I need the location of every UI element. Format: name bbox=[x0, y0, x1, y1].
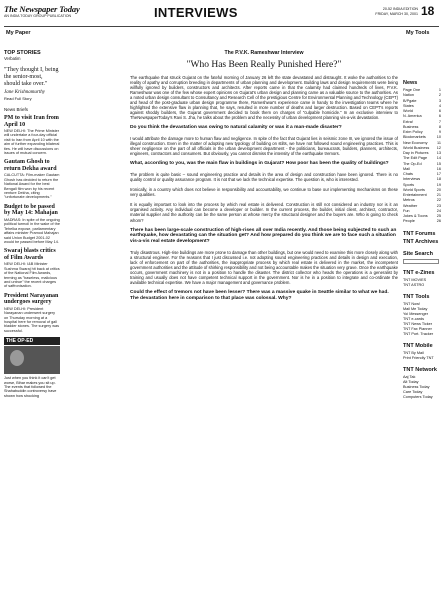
index-page: 9 bbox=[438, 130, 441, 134]
right-sidebar bbox=[403, 80, 441, 598]
tnt-archives-link[interactable]: TNT Archives bbox=[403, 238, 439, 245]
ezines-list bbox=[403, 278, 441, 288]
tool-link[interactable]: TNT e-cards bbox=[403, 316, 425, 321]
news-brief bbox=[4, 204, 60, 244]
section-title: INTERVIEWS bbox=[154, 5, 238, 20]
article-paragraph: I would attribute the damage more to human flaw and negligence. In spite of the fact that Gujarat lies in seismic zone III, we ignored the issue of illegal construction. Even in the matter of adopting new typology of building on stilts, we have not followed sound engineering practices. This is sheer negligence on the part of all officials in the urban development department - the politicians, bureaucrats, builders, planners, architects, engineers, contractors and consumers. But obviously, you cannot dismiss the intensity of the earthquake tremors. bbox=[130, 136, 398, 157]
index-label: Exim Policy bbox=[403, 130, 423, 134]
edition-info bbox=[340, 7, 418, 17]
interview-question: There has been large-scale construction of high-rises all over India recently. And those being subjected to such an earthquake, how devastating can the situation get? And how prepared do you think we are to face such a situation vis-a-vis real estate development? bbox=[130, 227, 397, 245]
index-label: Entertainment bbox=[403, 193, 427, 197]
tool-link[interactable]: TNT News Ticker bbox=[403, 321, 433, 326]
index-page: 12 bbox=[436, 145, 441, 150]
index-page: 11 bbox=[437, 140, 441, 145]
index-label: States bbox=[403, 103, 414, 108]
oped-box bbox=[4, 337, 60, 398]
brief-body: NEW DELHI: The Prime Minister will undertake a four-day official visit to Iran from April 10 with the aim of further expanding bilateral ties. He will have discussions on issues of mutual concern. bbox=[4, 129, 60, 156]
portrait-icon bbox=[10, 350, 24, 366]
index-page: 21 bbox=[436, 193, 441, 197]
tnt-forums-link[interactable]: TNT Forums bbox=[403, 230, 436, 237]
index-label: The Edit Page bbox=[403, 156, 428, 161]
index-page: 8 bbox=[438, 124, 441, 129]
quote-author: Jane Krishnamurthy bbox=[4, 90, 45, 95]
index-page: 23 bbox=[436, 203, 441, 208]
index-page: 7 bbox=[438, 119, 441, 124]
index-label: Metros bbox=[403, 198, 415, 203]
article bbox=[130, 50, 398, 598]
brief-headline[interactable]: Budget to be passed by May 14: Mahajan bbox=[4, 203, 58, 217]
news-brief bbox=[4, 248, 60, 288]
mobile-link[interactable]: Print Friendly TNT bbox=[403, 355, 434, 360]
index-label: World bbox=[403, 109, 413, 113]
ezine-link[interactable]: TNT MOVIES bbox=[403, 277, 427, 282]
index-page: 3 bbox=[438, 98, 441, 103]
tool-link[interactable]: TNT Now! bbox=[403, 301, 421, 306]
index-page: 14 bbox=[436, 156, 441, 161]
date-line: FRIDAY, MARCH 30, 2001 bbox=[375, 12, 418, 16]
article-paragraph: The earthquake that struck Gujarat on the fateful morning of January 26 left the state devastated and distraught. It woke the authorities to the reality of apathy and corruption breeding in departments of urban planning and development. Building laws and design requirements were being willfully ignored by builders, constructors and architects. After reports came in that the calamity had claimed hundreds of lives, P.V.K. Rameshwar was one of the few whose expert opinions on Gujarat's urban design and planning came as a valuable source to the authorities. As a noted urban design consultant to Consultancy and Research Cell of the prestigious Centre for Environmental Planning and Technology (CEPT) and head of the post-graduate urban design programme there, Rameshwar's experience came in handy to the investigation teams where he highlighted the extensive flaw in planning that, he says, resulted in more number of deaths and larger destruction. Based on CEPT's reports against shoddy builders, the Gujarat government decided to book them on charges of "culpable homicide." In an exclusive interview to TheNewspaperToday's Ravi S. Jha, he talks about the problem and the necessity of urban development planning vis-a-vis devastation. bbox=[130, 75, 398, 121]
article-paragraph: Truly disastrous. High-rise buildings are more prone to damage than other buildings, but one would need to examine this more closely along with a structural engineer. For the reasons that I just discussed i.e. not adopting sound engineering practices and details in design and execution, lack of enforcement on part of the authorities, the inappropriate process by which real estate is delivered in the market, the incompetent government authorities and the attitude of shirking responsibility and not being accountable makes the situation very grave. Once the earthquake occurs, government machinery is not in a position to handle the disaster. The district collector who heads the operations is a generalist by training and usually does not have competent technical support in the government. Nor is he in a position to integrate and co-ordinate the available technical expertise. We have a major management and governance problem. bbox=[130, 249, 398, 286]
oped-teaser: Just when you think it can't get worse, Bihar makes you sit up. The events that followed the Shahabuddin controversy have shown how shocking bbox=[4, 376, 57, 398]
left-column bbox=[4, 50, 122, 598]
logo-subtitle: AN INDIA TODAY GROUP PUBLICATION bbox=[4, 14, 72, 18]
mobile-link[interactable]: TNT By Mail bbox=[403, 350, 424, 355]
brief-body: CALCUTTA: Film-maker Gautam Ghosh has decided to return the National Award for the best Bengali film won by his recent venture Dekha, citing "unfortunate developments." bbox=[4, 173, 60, 200]
tool-link[interactable]: TNT Fax Planner bbox=[403, 326, 432, 331]
tool-link[interactable]: Yoi Messenger bbox=[403, 311, 428, 316]
my-tools-link[interactable]: My Tools bbox=[406, 30, 430, 36]
brief-body: MADRAS: In spite of the ongoing political turmoil in the wake of the Tehelka expose, parliamentary affairs minister Pramod Mahajan said Union Budget 2001-02 would be passed before May 14. bbox=[4, 217, 60, 244]
index-page: 6 bbox=[438, 109, 441, 113]
index-label: World Business bbox=[403, 145, 430, 150]
interview-question: What, according to you, was the main flaw in buildings in Gujarat? How poor has been the quality of buildings? bbox=[130, 161, 389, 167]
index-item[interactable] bbox=[403, 219, 441, 224]
index-page: 4 bbox=[438, 103, 441, 108]
network-link[interactable]: Aaj Tak bbox=[403, 374, 416, 379]
index-page: 22 bbox=[436, 198, 441, 203]
news-index-heading: News bbox=[403, 80, 418, 86]
article-paragraph: It is equally important to look into the process by which real estate is delivered. Construction is still not considered an industry nor is it an organised activity. Any individual can become a developer or builder. In the current process, the builder, initial client, architect, contractor, material supplier and the authority can be the same person at whose mercy the structural designer and the buyers are. Who is going to check whom? bbox=[130, 202, 398, 223]
ezine-link[interactable]: TNT ASTRO bbox=[403, 282, 425, 287]
article-body bbox=[130, 75, 398, 302]
verbatim-quote: "They thought I, being the senior-most, should take over." bbox=[4, 67, 59, 87]
index-label: People bbox=[403, 219, 415, 224]
index-page: 19 bbox=[436, 182, 441, 187]
read-full-story-link[interactable]: Read Full Story bbox=[4, 96, 32, 101]
brief-headline[interactable]: Gautam Ghosh to return Dekha award bbox=[4, 159, 57, 172]
page-number: 18 bbox=[421, 4, 435, 18]
interview-question: Could the effect of tremors not have been lesser? There was a massive quake in Seattle similar to what we had. The devastation here in comparison to that place was colossal. Why? bbox=[130, 290, 389, 302]
index-page: 16 bbox=[436, 166, 441, 171]
index-page: 6 bbox=[438, 114, 441, 119]
tnt-mobile-heading: TNT Mobile bbox=[403, 342, 433, 349]
index-label: Mail bbox=[403, 166, 410, 171]
news-briefs-list bbox=[4, 115, 122, 333]
article-kicker: The P.V.K. Rameshwar Interview bbox=[224, 50, 304, 56]
index-label: The Op-Ed bbox=[403, 161, 422, 166]
index-page: 18 bbox=[436, 177, 441, 182]
brief-body: NEW DELHI: I&B Minister Sushma Swaraj hit back at critics of the National Film Awards, terming as "baseless, malicious and untrue" the recent charges of saffronisation. bbox=[4, 262, 60, 289]
top-stories-heading: TOP STORIES bbox=[4, 50, 41, 56]
index-label: Chats bbox=[403, 172, 413, 176]
index-label: N. America bbox=[403, 114, 422, 119]
tool-link[interactable]: Mail Me Today bbox=[403, 306, 428, 311]
verbatim-label: Verbatim bbox=[4, 56, 21, 61]
tools-list bbox=[403, 302, 441, 337]
network-link[interactable]: Business Today bbox=[403, 384, 430, 389]
network-link[interactable]: Alt Today bbox=[403, 379, 419, 384]
index-label: Blockmarkets bbox=[403, 135, 426, 140]
index-label: Sports bbox=[403, 182, 414, 187]
index-page: 10 bbox=[436, 135, 441, 140]
tnt-ezines-heading: TNT e-Zines bbox=[403, 269, 435, 276]
news-brief bbox=[4, 293, 60, 333]
index-page: 2 bbox=[438, 93, 441, 98]
interview-question: Do you think the devastation was owing to natural calamity or was it a man-made disaster? bbox=[130, 125, 342, 131]
article-paragraph: The problem is quite basic – sound engineering practice and details in the area of design and construction have been ignored. There is no quality control or quality assurance program. It is not that we lack the technical expertise. The question is, who is interested. bbox=[130, 172, 398, 183]
masthead-rule bbox=[4, 26, 439, 27]
oped-photo[interactable] bbox=[4, 346, 60, 374]
index-page: 15 bbox=[436, 161, 441, 166]
index-label: World Sports bbox=[403, 187, 425, 192]
index-label: Nation bbox=[403, 93, 414, 98]
news-brief bbox=[4, 159, 60, 199]
index-label: Page One bbox=[403, 88, 421, 92]
article-paragraph: Ironically, in a country which does not believe in responsibility and accountability, we continue to base our implementing mechanisms on these very qualities. bbox=[130, 187, 398, 198]
site-search-input[interactable] bbox=[403, 259, 439, 264]
index-page: 17 bbox=[436, 172, 441, 176]
index-page: 25 bbox=[436, 214, 441, 218]
index-label: Weather bbox=[403, 203, 418, 208]
my-paper-link[interactable]: My Paper bbox=[6, 30, 31, 36]
brief-body: NEW DELHI: President Narayanan underwent surgery on Thursday morning at a hospital here for removal of gall bladder stones. The surgery was successful. bbox=[4, 306, 60, 333]
index-page: 13 bbox=[436, 151, 441, 155]
index-page: 24 bbox=[436, 208, 441, 213]
edition-line: 20-52 INDIA EDITION bbox=[382, 7, 418, 11]
masthead bbox=[4, 4, 439, 24]
tnt-network-heading: TNT Network bbox=[403, 366, 437, 373]
network-list bbox=[403, 375, 441, 400]
site-search-label: Site Search bbox=[403, 250, 433, 257]
newspaper-logo[interactable]: The Newspaper Today bbox=[4, 4, 80, 14]
brief-headline[interactable]: President Narayanan undergoes surgery bbox=[4, 292, 59, 306]
tnt-tools-heading: TNT Tools bbox=[403, 293, 430, 300]
index-page: 1 bbox=[438, 88, 441, 92]
news-index-list bbox=[403, 88, 441, 225]
index-label: B/Pgate bbox=[403, 98, 417, 103]
index-label: Day in Pictures bbox=[403, 151, 429, 155]
index-label: Interviews bbox=[403, 177, 421, 182]
index-page: 26 bbox=[436, 219, 441, 224]
network-link[interactable]: Computers Today bbox=[403, 394, 433, 399]
network-link[interactable]: Care Today bbox=[403, 389, 423, 394]
index-label: New Economy bbox=[403, 140, 428, 145]
brief-headline[interactable]: Swaraj blasts critics of Film Awards bbox=[4, 248, 56, 261]
news-brief bbox=[4, 115, 60, 155]
article-headline: "Who Has Been Really Punished Here?" bbox=[186, 60, 342, 70]
brief-headline[interactable]: PM to visit Iran from April 10 bbox=[4, 115, 59, 128]
index-label: Extra! bbox=[403, 119, 413, 124]
tool-link[interactable]: TNT Port. Tracker bbox=[403, 331, 434, 336]
oped-heading[interactable]: THE OP-ED bbox=[4, 337, 60, 345]
news-briefs-heading: News Briefs bbox=[4, 107, 29, 112]
index-label: Jokes & Toons bbox=[403, 214, 428, 218]
index-label: Fun bbox=[403, 208, 410, 213]
mobile-list bbox=[403, 351, 441, 361]
index-page: 20 bbox=[436, 187, 441, 192]
index-label: Business bbox=[403, 124, 419, 129]
